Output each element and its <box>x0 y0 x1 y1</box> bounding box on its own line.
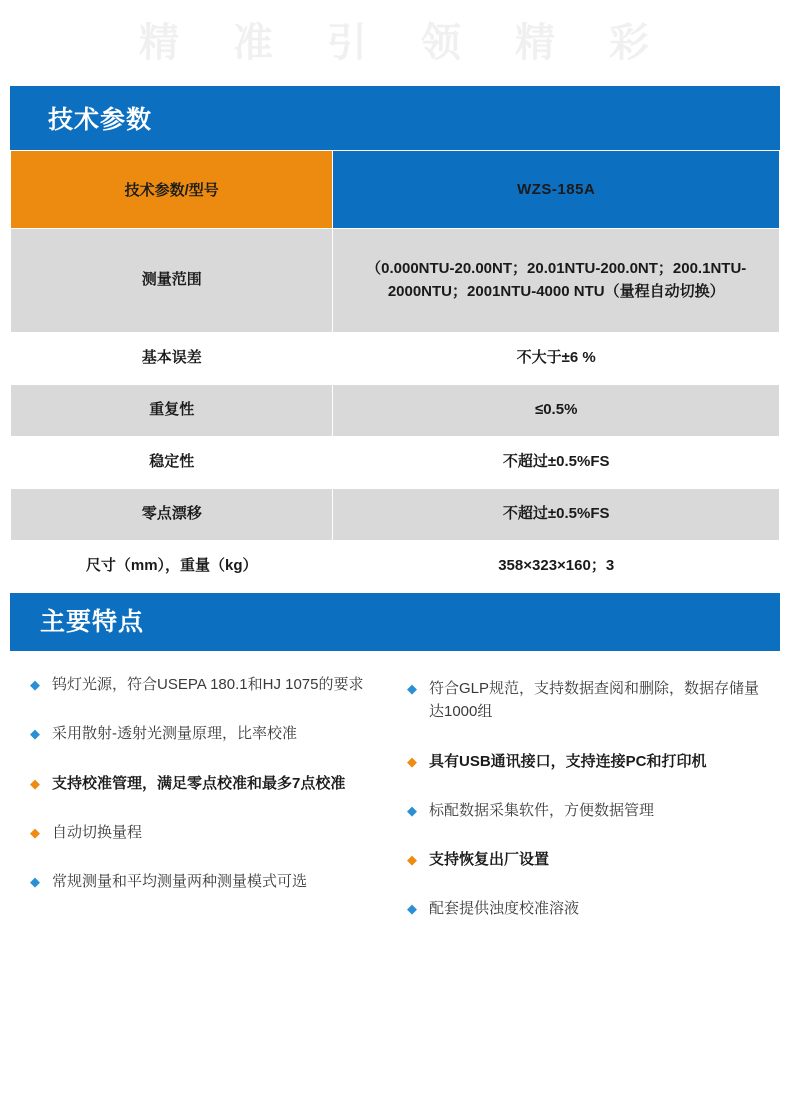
row-label: 重复性 <box>11 385 333 437</box>
row-label: 尺寸（mm），重量（kg） <box>11 541 333 593</box>
feature-text: 标配数据采集软件，方便数据管理 <box>429 801 655 819</box>
slogan-banner <box>0 0 790 86</box>
row-value: 358×323×160；3 <box>333 541 780 593</box>
row-label: 零点漂移 <box>11 489 333 541</box>
row-value: 不超过±0.5%FS <box>333 437 780 489</box>
row-label: 测量范围 <box>11 229 333 333</box>
row-label: 稳定性 <box>11 437 333 489</box>
row-value: 不大于±6 % <box>333 333 780 385</box>
section-title-features: 主要特点 <box>10 593 780 651</box>
table-row <box>11 437 780 489</box>
row-label: 基本误差 <box>11 333 333 385</box>
spec-table <box>10 150 780 593</box>
features-list <box>0 651 790 947</box>
list-item <box>407 677 766 724</box>
table-header-row <box>11 151 780 229</box>
list-item <box>30 722 389 745</box>
diamond-icon: ◆ <box>30 775 40 791</box>
section-title-parameters: 技术参数 <box>10 86 780 150</box>
list-item <box>407 897 766 920</box>
feature-text: 支持恢复出厂设置 <box>429 851 550 868</box>
slogan-char: 彩 <box>609 21 651 65</box>
diamond-icon: ◆ <box>407 852 417 867</box>
feature-text: 钨灯光源，符合USEPA 180.1和HJ 1075的要求 <box>52 676 364 693</box>
list-item <box>407 799 766 822</box>
diamond-icon: ◆ <box>30 726 40 742</box>
table-row <box>11 541 780 593</box>
list-item <box>407 750 766 773</box>
diamond-icon: ◆ <box>30 824 40 840</box>
diamond-icon: ◆ <box>407 753 417 769</box>
list-item <box>30 772 389 795</box>
features-column-left <box>30 673 389 921</box>
feature-text: 支持校准管理，满足零点校准和最多7点校准 <box>52 774 346 792</box>
diamond-icon: ◆ <box>407 681 417 696</box>
table-row <box>11 489 780 541</box>
diamond-icon: ◆ <box>30 874 40 889</box>
list-item <box>407 848 766 871</box>
slogan-char: 引 <box>327 21 369 65</box>
diamond-icon: ◆ <box>30 677 40 692</box>
feature-text: 配套提供浊度校准溶液 <box>429 900 580 918</box>
slogan-char: 准 <box>233 21 275 65</box>
row-value: ≤0.5% <box>333 385 780 437</box>
feature-text: 具有USB通讯接口，支持连接PC和打印机 <box>429 752 707 770</box>
feature-text: 符合GLP规范，支持数据查阅和删除，数据存储量达1000组 <box>429 680 760 721</box>
slogan-char: 领 <box>421 21 463 65</box>
table-row <box>11 385 780 437</box>
list-item <box>30 673 389 696</box>
table-header-model: WZS-185A <box>333 151 780 229</box>
slogan-char: 精 <box>515 21 557 65</box>
feature-text: 采用散射-透射光测量原理，比率校准 <box>52 725 297 743</box>
feature-text: 常规测量和平均测量两种测量模式可选 <box>52 873 308 890</box>
list-item <box>30 870 389 893</box>
table-row <box>11 229 780 333</box>
slogan-char: 精 <box>139 21 181 65</box>
list-item <box>30 821 389 844</box>
diamond-icon: ◆ <box>407 802 417 818</box>
diamond-icon: ◆ <box>407 901 417 917</box>
feature-text: 自动切换量程 <box>52 823 143 841</box>
row-value: （0.000NTU-20.00NT；20.01NTU-200.0NT；200.1NTU-2000NTU；2001NTU-4000 NTU（量程自动切换） <box>333 229 780 333</box>
table-header-label: 技术参数/型号 <box>11 151 333 229</box>
table-row <box>11 333 780 385</box>
row-value: 不超过±0.5%FS <box>333 489 780 541</box>
features-column-right <box>407 673 766 921</box>
